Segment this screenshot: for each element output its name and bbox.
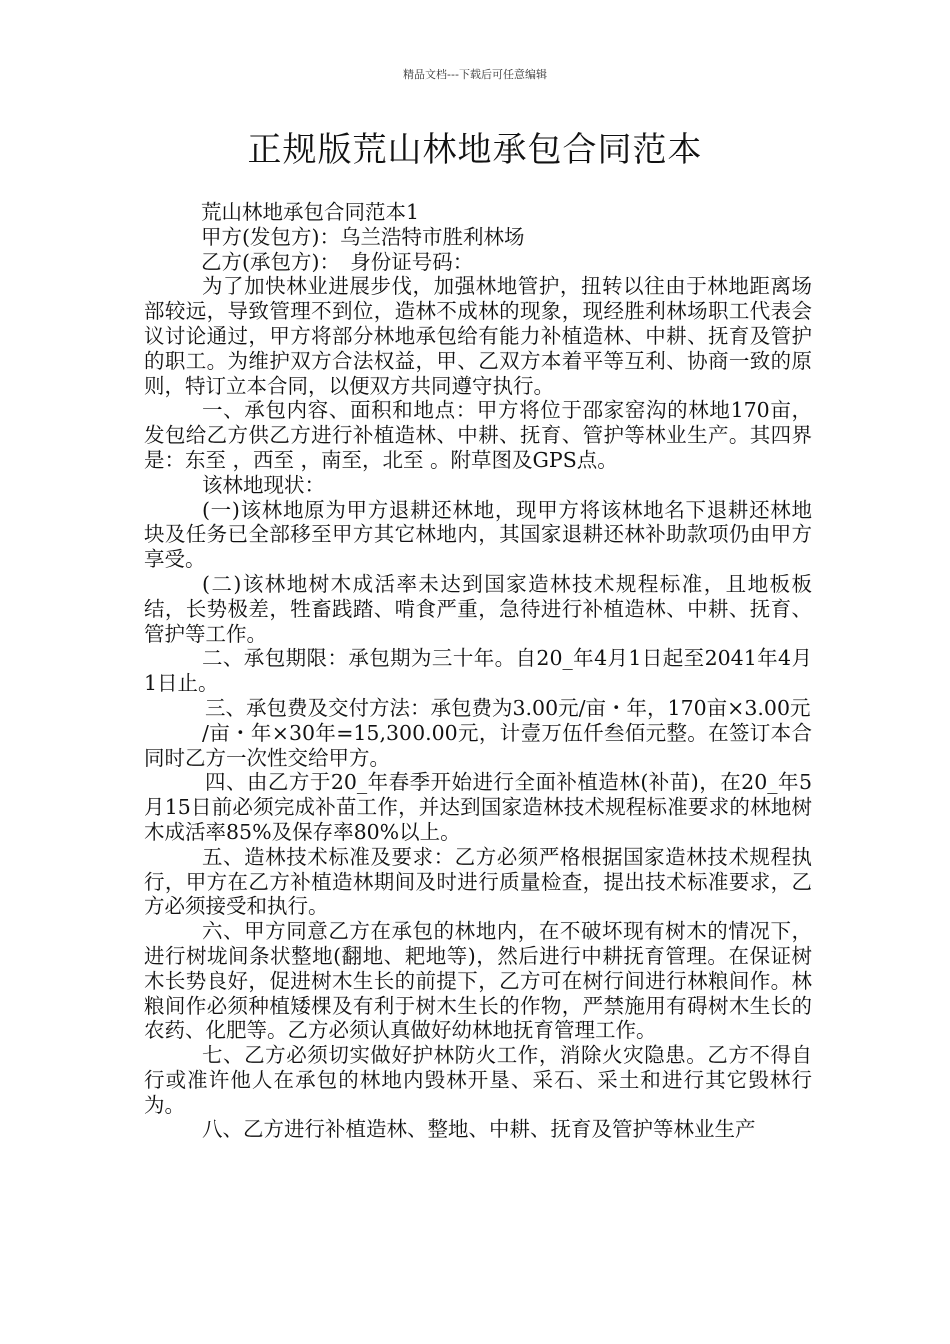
clause-3-paragraph: 三、承包费及交付方法：承包费为3.00元/亩・年，170亩×3.00元 xyxy=(205,695,811,720)
clause-3-continuation: /亩・年×30年=15,300.00元，计壹万伍仟叁佰元整。在签订本合同时乙方一次性交给甲方。 xyxy=(144,720,812,770)
party-a-line: 甲方(发包方)：乌兰浩特市胜利林场 xyxy=(201,224,525,249)
land-status-heading: 该林地现状： xyxy=(202,472,325,497)
clause-5-paragraph: 五、造林技术标准及要求：乙方必须严格根据国家造林技术规程执行，甲方在乙方补植造林期间及时进行质量检查，提出技术标准要求，乙方必须接受和执行。 xyxy=(144,844,812,919)
party-b-line: 乙方(承包方)： 身份证号码： xyxy=(201,249,474,274)
clause-7-paragraph: 七、乙方必须切实做好护林防火工作，消除火灾隐患。乙方不得自行或准许他人在承包的林地内毁林开垦、采石、采土和进行其它毁林行为。 xyxy=(144,1043,812,1117)
clause-8-paragraph: 八、乙方进行补植造林、整地、中耕、抚育及管护等林业生产 xyxy=(202,1117,756,1142)
document-body xyxy=(144,200,812,1142)
land-status-item-1: (一)该林地原为甲方退耕还林地，现甲方将该林地名下退耕还林地块及任务已全部移至甲方其它林地内，其国家退耕还林补助款项仍由甲方享受。 xyxy=(144,497,812,572)
clause-2-paragraph: 二、承包期限：承包期为三十年。自20_年4月1日起至2041年4月1日止。 xyxy=(144,646,812,696)
page-header-note: 精品文档---下载后可任意编辑 xyxy=(403,68,547,81)
contract-subtitle: 荒山林地承包合同范本1 xyxy=(201,200,420,224)
document-title: 正规版荒山林地承包合同范本 xyxy=(247,130,703,170)
clause-6-paragraph: 六、甲方同意乙方在承包的林地内，在不破坏现有树木的情况下，进行树垅间条状整地(翻地、耙地等)，然后进行中耕抚育管理。在保证树木长势良好，促进树木生长的前提下，乙方可在树行间进行林粮间作。林粮间作必须种植矮棵及有利于树木生长的作物，严禁施用有碍树木生长的农药、化肥等。乙方必须认真做好幼林地抚育管理工作。 xyxy=(144,919,812,1043)
clause-4-paragraph: 四、由乙方于20_年春季开始进行全面补植造林(补苗)，在20_年5月15日前必须完成补苗工作，并达到国家造林技术规程标准要求的林地树木成活率85%及保存率80%以上。 xyxy=(144,770,812,844)
land-status-item-2: (二)该林地树木成活率未达到国家造林技术规程标准，且地板板结，长势极差，牲畜践踏、啃食严重，急待进行补植造林、中耕、抚育、管护等工作。 xyxy=(144,571,812,646)
clause-1-paragraph: 一、承包内容、面积和地点：甲方将位于邵家窑沟的林地170亩，发包给乙方供乙方进行补植造林、中耕、抚育、管护等林业生产。其四界是：东至 ，西至 ，南至，北至 。附草图及GPS点。 xyxy=(144,398,812,472)
preamble-paragraph: 为了加快林业进展步伐，加强林地管护，扭转以往由于林地距离场部较远，导致管理不到位，造林不成林的现象，现经胜利林场职工代表会议讨论通过，甲方将部分林地承包给有能力补植造林、中耕、抚育及管护的职工。为维护双方合法权益，甲、乙双方本着平等互利、协商一致的原则，特订立本合同，以便双方共同遵守执行。 xyxy=(144,274,812,398)
